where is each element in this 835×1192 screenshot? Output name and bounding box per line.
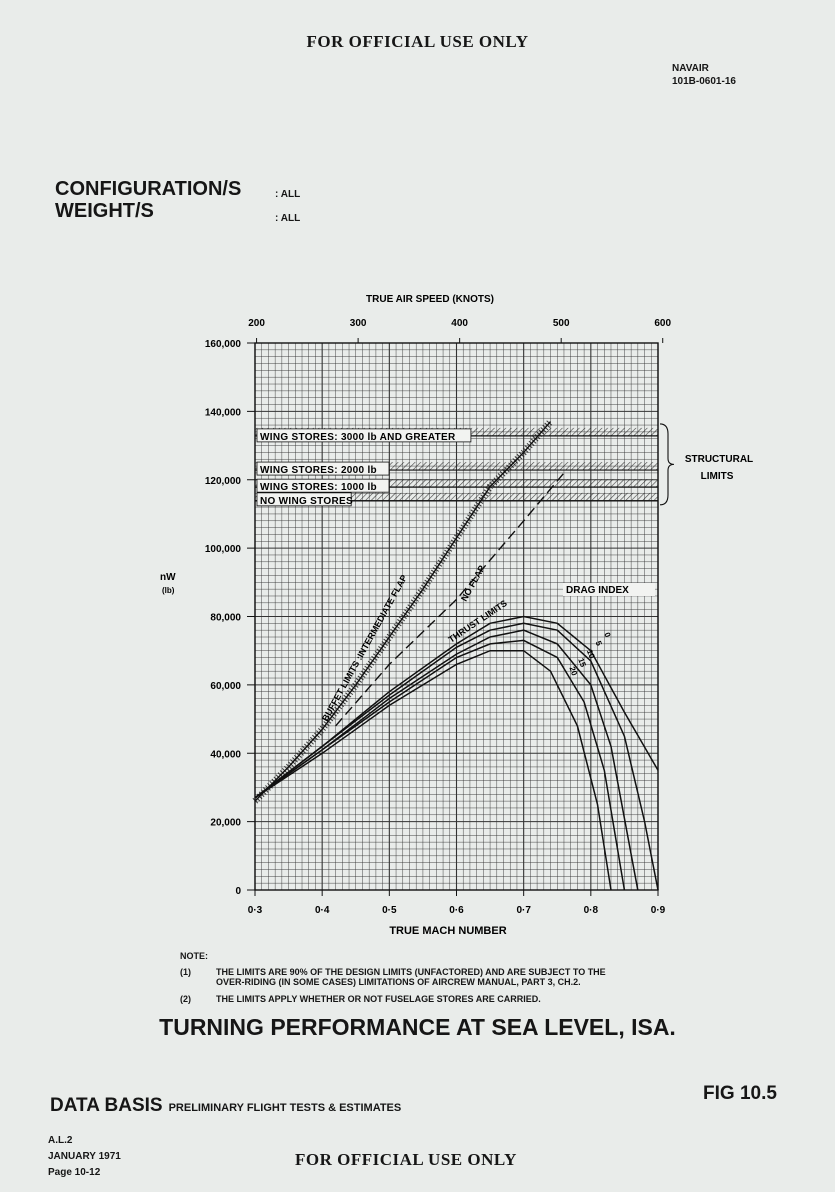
- drag-index-value: 10: [584, 648, 597, 660]
- drag-index-label: DRAG INDEX: [566, 585, 629, 596]
- structural-limits-label: LIMITS: [700, 471, 734, 482]
- x-tick-label: 0·9: [650, 905, 666, 916]
- x-tick-label: 0·7: [516, 905, 531, 916]
- y-tick-label: 120,000: [204, 475, 241, 487]
- x-tick-label: 0·8: [583, 905, 599, 916]
- x-tick-label: 0·5: [382, 905, 397, 916]
- y-tick-label: 160,000: [204, 339, 241, 350]
- top-tick-label: 300: [349, 318, 367, 329]
- y-tick-label: 20,000: [210, 817, 241, 829]
- drag-index-value: 0: [602, 631, 613, 639]
- thrust-limit-line: [255, 651, 611, 890]
- note-line: THE LIMITS ARE 90% OF THE DESIGN LIMITS (UNFACTORED) AND ARE SUBJECT TO THE: [216, 967, 606, 977]
- y-tick-label: 40,000: [210, 749, 241, 761]
- y-tick-label: 140,000: [204, 407, 241, 419]
- y-tick-label: 80,000: [210, 612, 241, 624]
- reference-line: 101B-0601-16: [672, 76, 736, 87]
- top-tick-label: 400: [451, 318, 468, 329]
- note-number: (1): [180, 967, 191, 977]
- structural-limits-label: STRUCTURAL: [684, 454, 754, 465]
- drag-index-value: 20: [567, 665, 579, 677]
- y-tick-label: 0: [235, 886, 241, 897]
- figure-title: TURNING PERFORMANCE AT SEA LEVEL, ISA.: [159, 1014, 676, 1040]
- reference-line: NAVAIR: [672, 63, 709, 74]
- data-basis-label: DATA BASIS: [50, 1095, 163, 1116]
- top-tick-label: 600: [654, 318, 672, 329]
- thrust-limits-label: THRUST LIMITS: [446, 598, 509, 645]
- configuration-value: : ALL: [275, 189, 301, 200]
- issue-date: JANUARY 1971: [48, 1151, 121, 1162]
- x-tick-label: 0·6: [449, 905, 464, 916]
- x-tick-label: 0·3: [247, 905, 263, 916]
- structural-limit-label: WING STORES: 1000 lb: [260, 482, 377, 494]
- structural-limit-label: NO WING STORES: [260, 495, 353, 507]
- y-tick-label: 100,000: [204, 544, 241, 556]
- y-tick-label: 60,000: [210, 680, 241, 692]
- no-flap-label: NO FLAP: [459, 563, 487, 603]
- structural-limit-label: WING STORES: 2000 lb: [260, 465, 377, 477]
- drag-index-value: 5: [593, 639, 604, 648]
- data-basis: [50, 1095, 401, 1117]
- note-number: (2): [180, 994, 191, 1004]
- page-meta: [48, 1133, 121, 1181]
- drag-index-value: 15: [576, 656, 588, 669]
- figure-number: FIG 10.5: [703, 1083, 777, 1104]
- y-axis-label: nW: [160, 572, 176, 583]
- weight-label: WEIGHT/S: [55, 200, 154, 222]
- data-basis-value: PRELIMINARY FLIGHT TESTS & ESTIMATES: [168, 1102, 402, 1114]
- note-line: THE LIMITS APPLY WHETHER OR NOT FUSELAGE STORES ARE CARRIED.: [216, 994, 541, 1004]
- y-axis-unit: (lb): [162, 586, 175, 595]
- top-tick-label: 500: [552, 318, 570, 329]
- note-line: OVER-RIDING (IN SOME CASES) LIMITATIONS OF AIRCREW MANUAL, PART 3, CH.2.: [216, 977, 581, 987]
- notes-heading: NOTE:: [180, 951, 208, 961]
- top-axis-label: TRUE AIR SPEED (KNOTS): [366, 294, 494, 305]
- structural-limit-label: WING STORES: 3000 lb AND GREATER: [260, 431, 456, 443]
- page-number: Page 10-12: [48, 1167, 101, 1178]
- top-tick-label: 200: [248, 318, 265, 329]
- amendment-list: A.L.2: [48, 1135, 73, 1146]
- weight-value: : ALL: [275, 213, 301, 224]
- structural-limits-brace: [660, 424, 674, 505]
- configuration-label: CONFIGURATION/S: [55, 178, 242, 200]
- classification-header: FOR OFFICIAL USE ONLY: [306, 32, 529, 51]
- buffet-limits-label: BUFFET LIMITS :INTERMEDIATE FLAP: [320, 573, 410, 723]
- classification-footer: FOR OFFICIAL USE ONLY: [295, 1150, 517, 1169]
- x-axis-label: TRUE MACH NUMBER: [389, 925, 507, 937]
- x-tick-label: 0·4: [314, 905, 330, 916]
